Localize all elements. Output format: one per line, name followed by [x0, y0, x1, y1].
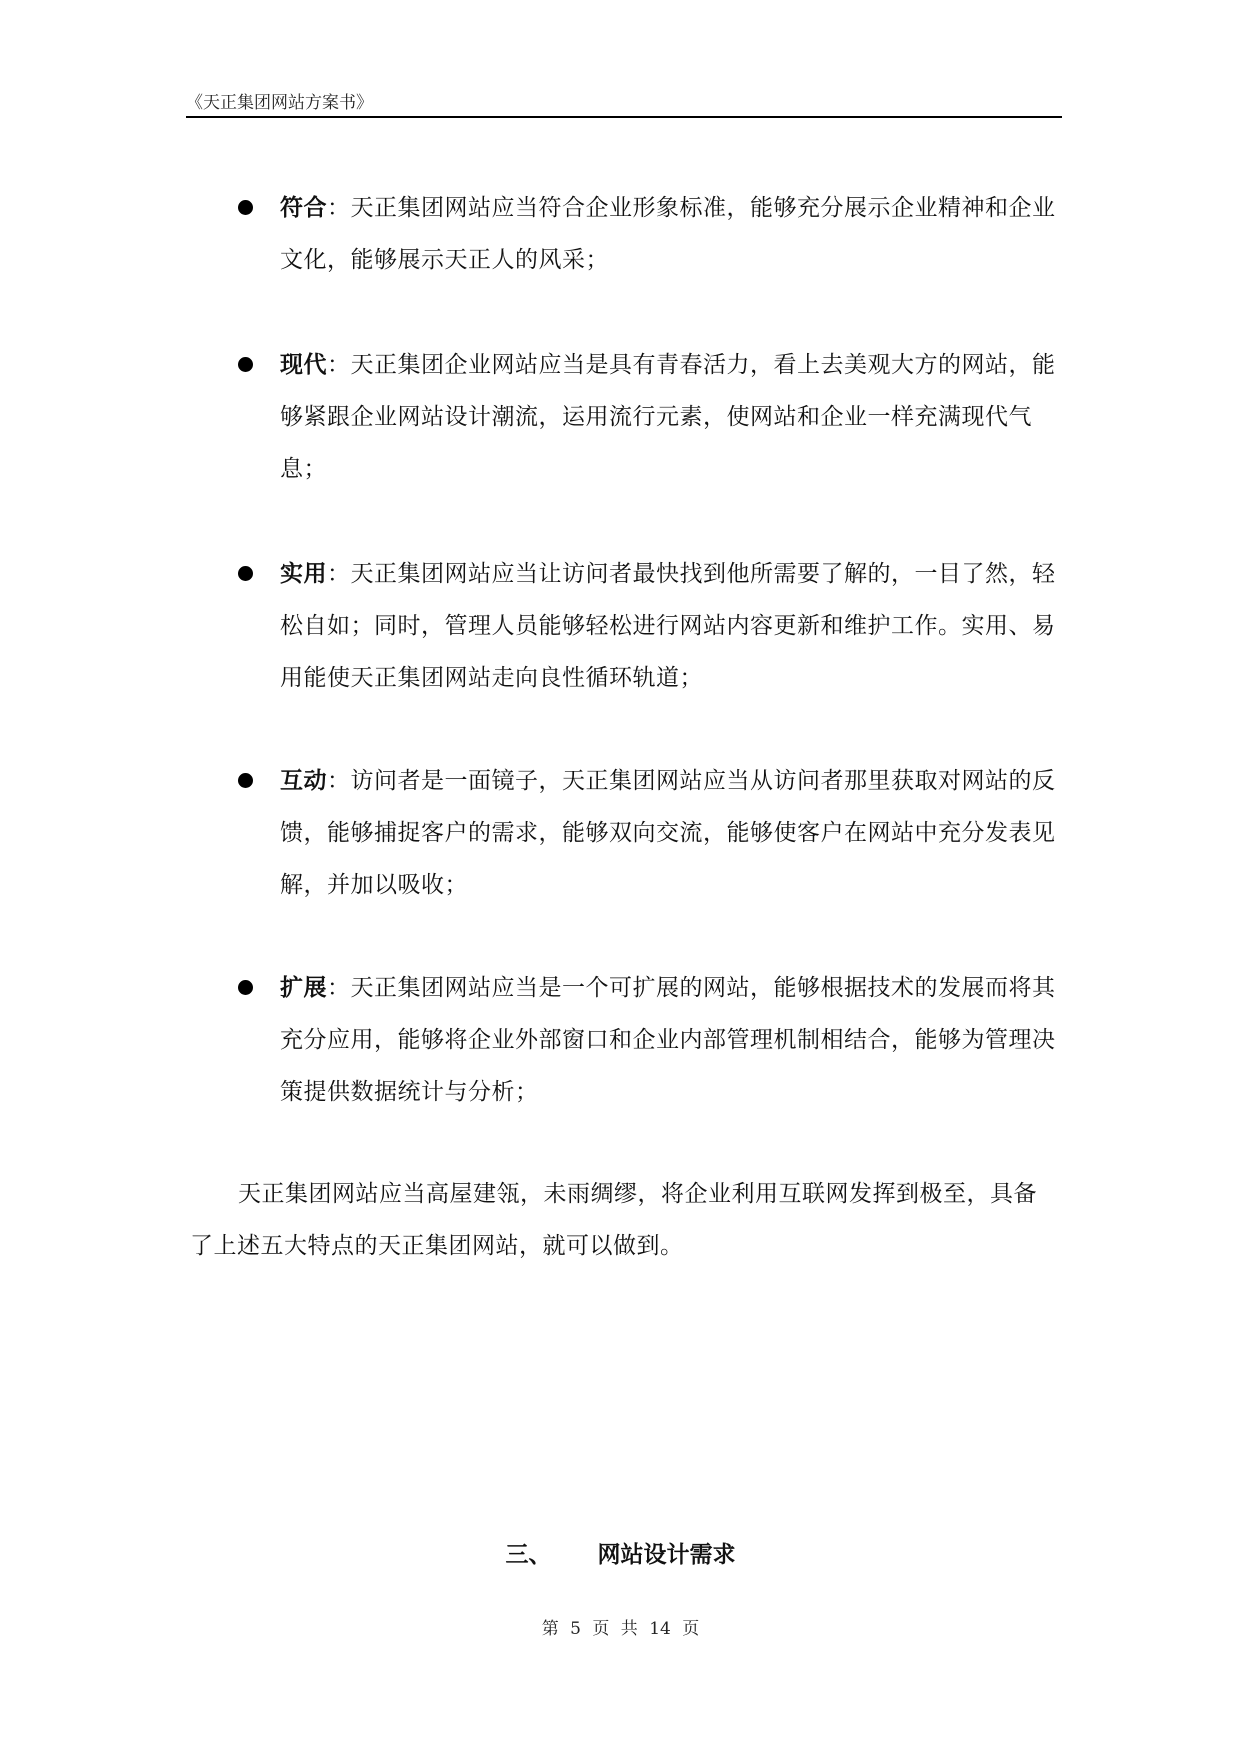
list-item-term: 符合 [280, 195, 327, 221]
section-number: 三、 [505, 1542, 552, 1568]
list-item-separator: ： [327, 768, 351, 794]
summary-paragraph: 天正集团网站应当高屋建瓴，未雨绸缪，将企业利用互联网发挥到极至，具备了上述五大特点的天正集团网站，就可以做到。 [190, 1181, 1037, 1259]
list-item-text [280, 548, 1060, 704]
list-item-body: 天正集团网站应当让访问者最快找到他所需要了解的，一目了然，轻松自如；同时，管理人员能够轻松进行网站内容更新和维护工作。实用、易用能使天正集团网站走向良性循环轨道； [280, 561, 1056, 691]
list-item-text [280, 182, 1060, 286]
page-number: 第 5 页 共 14 页 [541, 1619, 700, 1639]
list-item-body: 天正集团网站应当是一个可扩展的网站，能够根据技术的发展而将其充分应用，能够将企业外部窗口和企业内部管理机制相结合，能够为管理决策提供数据统计与分析； [280, 975, 1056, 1105]
list-item-separator: ： [327, 561, 351, 587]
list-item-body: 天正集团网站应当符合企业形象标准，能够充分展示企业精神和企业文化，能够展示天正人的风采； [280, 195, 1056, 273]
list-item-separator: ： [327, 195, 351, 221]
section-title: 网站设计需求 [597, 1542, 736, 1568]
bullet-dot-icon [238, 200, 253, 215]
list-item-text [280, 755, 1060, 911]
bullet-dot-icon [238, 357, 253, 372]
bullet-dot-icon [238, 773, 253, 788]
bullet-dot-icon [238, 566, 253, 581]
list-item-term: 现代 [280, 352, 327, 378]
list-item-text [280, 339, 1060, 495]
bullet-dot-icon [238, 980, 253, 995]
header-title: 《天正集团网站方案书》 [186, 93, 373, 113]
list-item-separator: ： [327, 352, 351, 378]
list-item-text [280, 962, 1060, 1118]
page-header [186, 86, 1062, 118]
list-item-term: 扩展 [280, 975, 327, 1001]
section-heading [0, 1536, 1241, 1569]
list-item-term: 互动 [280, 768, 327, 794]
list-item-body: 访问者是一面镜子，天正集团网站应当从访问者那里获取对网站的反馈，能够捕捉客户的需求，能够双向交流，能够使客户在网站中充分发表见解，并加以吸收； [280, 768, 1056, 898]
list-item-separator: ： [327, 975, 351, 1001]
list-item-body: 天正集团企业网站应当是具有青春活力，看上去美观大方的网站，能够紧跟企业网站设计潮流，运用流行元素，使网站和企业一样充满现代气息； [280, 352, 1056, 482]
list-item-term: 实用 [280, 561, 327, 587]
